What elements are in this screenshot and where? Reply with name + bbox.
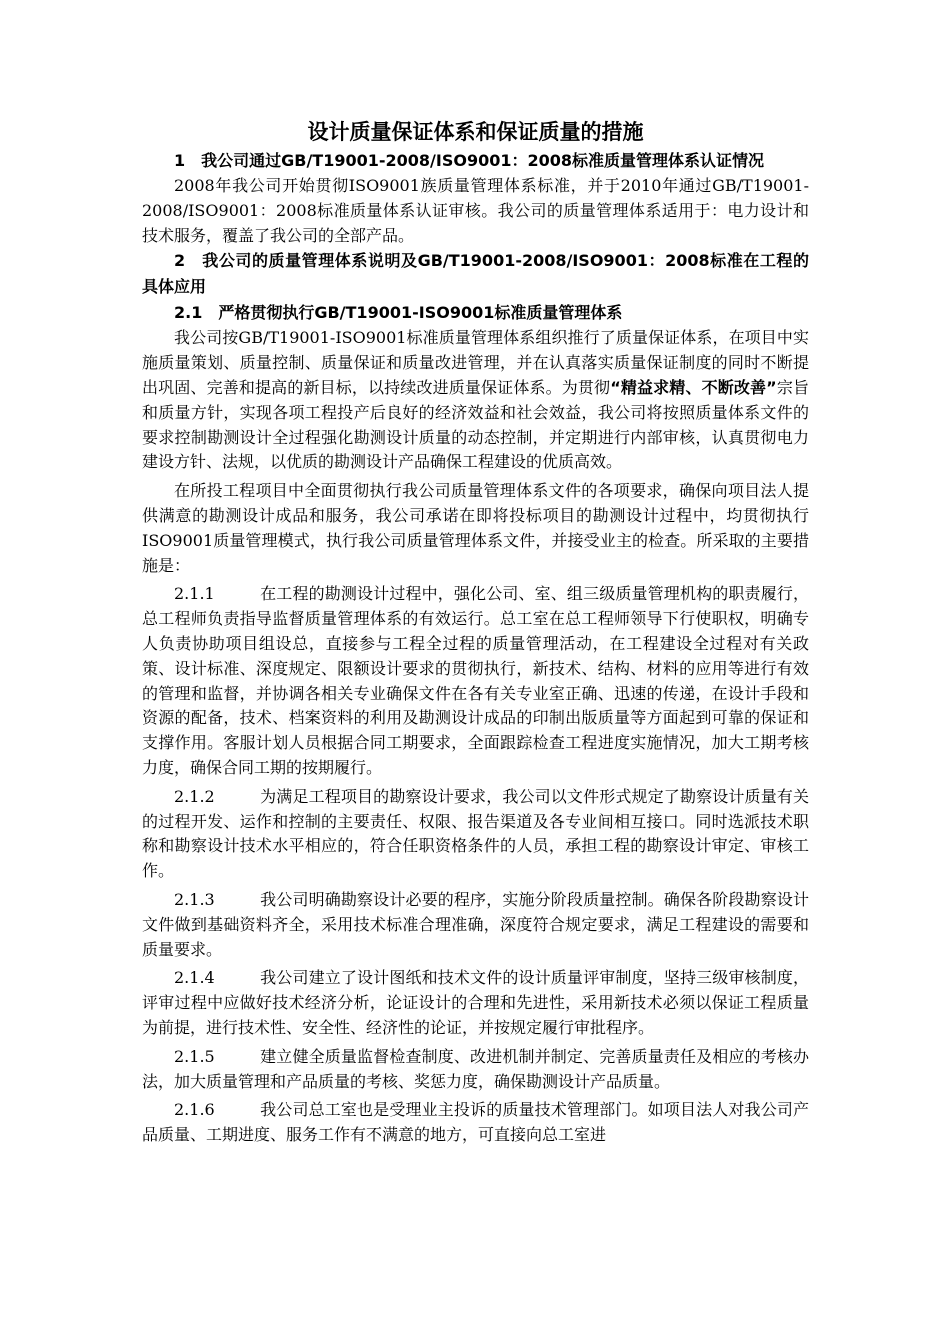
section-2-1-paragraph-1	[142, 326, 809, 475]
item-2-1-4	[142, 966, 809, 1040]
section-2-1-heading: 2.1 严格贯彻执行GB/T19001-ISO9001标准质量管理体系	[174, 303, 623, 323]
item-text: 我公司明确勘察设计必要的程序，实施分阶段质量控制。确保各阶段勘察设计文件做到基础资料齐全，采用技术标准合理准确，深度符合规定要求，满足工程建设的需要和质量要求。	[142, 889, 809, 959]
item-text: 我公司建立了设计图纸和技术文件的设计质量评审制度，坚持三级审核制度，评审过程中应做好技术经济分析，论证设计的合理和先进性，采用新技术必须以保证工程质量为前提，进行技术性、安全性、经济性的论证，并按规定履行审批程序。	[142, 968, 809, 1037]
item-2-1-1	[142, 582, 809, 780]
item-text: 建立健全质量监督检查制度、改进机制并制定、完善质量责任及相应的考核办法，加大质量管理和产品质量的考核、奖惩力度，确保勘测设计产品质量。	[142, 1046, 809, 1091]
section-2-heading: 2 我公司的质量管理体系说明及GB/T19001-2008/ISO9001：2008标准在工程的具体应用	[142, 251, 809, 297]
item-number: 2.1.3	[174, 889, 215, 909]
page-title: 设计质量保证体系和保证质量的措施	[307, 120, 644, 144]
paragraph-text: 我公司按GB/T19001-ISO9001标准质量管理体系组织推行了质量保证体系，在项目中实施质量策划、质量控制、质量保证和质量改进管理，并在认真落实质量保证制度的同时不断提出巩固、完善和提高的新目标，以持续改进质量保证体系。为贯彻	[142, 328, 809, 397]
item-number: 2.1.6	[174, 1100, 215, 1120]
item-text: 在工程的勘测设计过程中，强化公司、室、组三级质量管理机构的职责履行，总工程师负责指导监督质量管理体系的有效运行。总工室在总工程师领导下行使职权，明确专人负责协助项目组设总，直接参与工程全过程的质量管理活动，在工程建设全过程对有关政策、设计标准、深度规定、限额设计要求的贯彻执行，新技术、结构、材料的应用等进行有效的管理和监督，并协调各相关专业确保文件在各有关专业室正确、迅速的传递，在设计手段和资源的配备，技术、档案资料的利用及勘测设计成品的印制出版质量等方面起到可靠的保证和支撑作用。客服计划人员根据合同工期要求，全面跟踪检查工程进度实施情况，加大工期考核力度，确保合同工期的按期履行。	[142, 584, 809, 777]
item-number: 2.1.5	[174, 1046, 215, 1066]
section-1-paragraph: 2008年我公司开始贯彻ISO9001族质量管理体系标准，并于2010年通过GB/T19001-2008/ISO9001：2008标准质量体系认证审核。我公司的质量管理体系适用于：电力设计和技术服务，覆盖了我公司的全部产品。	[142, 176, 809, 245]
item-text: 为满足工程项目的勘察设计要求，我公司以文件形式规定了勘察设计质量有关的过程开发、运作和控制的主要责任、权限、报告渠道及各专业间相互接口。同时选派技术职称和勘察设计技术水平相应的，符合任职资格条件的人员，承担工程的勘察设计审定、审核工作。	[142, 786, 809, 881]
item-2-1-6	[142, 1098, 809, 1148]
item-2-1-5	[142, 1045, 809, 1095]
section-1-heading: 1 我公司通过GB/T19001-2008/ISO9001：2008标准质量管理体系认证情况	[174, 151, 765, 170]
item-number: 2.1.1	[174, 584, 215, 604]
section-2-1-paragraph-2: 在所投工程项目中全面贯彻执行我公司质量管理体系文件的各项要求，确保向项目法人提供满意的勘测设计成品和服务，我公司承诺在即将投标项目的勘测设计过程中，均贯彻执行ISO9001质量管理模式，执行我公司质量管理体系文件，并接受业主的检查。所采取的主要措施是：	[142, 481, 809, 575]
document-page	[142, 118, 809, 1148]
item-2-1-2	[142, 785, 809, 884]
paragraph-text: 宗旨和质量方针，实现各项工程投产后良好的经济效益和社会效益，我公司将按照质量体系文件的要求控制勘测设计全过程强化勘测设计质量的动态控制，并定期进行内部审核，认真贯彻电力建设方针、法规，以优质的勘测设计产品确保工程建设的优质高效。	[142, 377, 809, 472]
item-text: 我公司总工室也是受理业主投诉的质量技术管理部门。如项目法人对我公司产品质量、工期进度、服务工作有不满意的地方，可直接向总工室进	[142, 1100, 809, 1145]
item-number: 2.1.4	[174, 968, 215, 988]
quality-motto: “精益求精、不断改善”	[610, 377, 777, 397]
item-number: 2.1.2	[174, 786, 215, 806]
item-2-1-3	[142, 888, 809, 962]
